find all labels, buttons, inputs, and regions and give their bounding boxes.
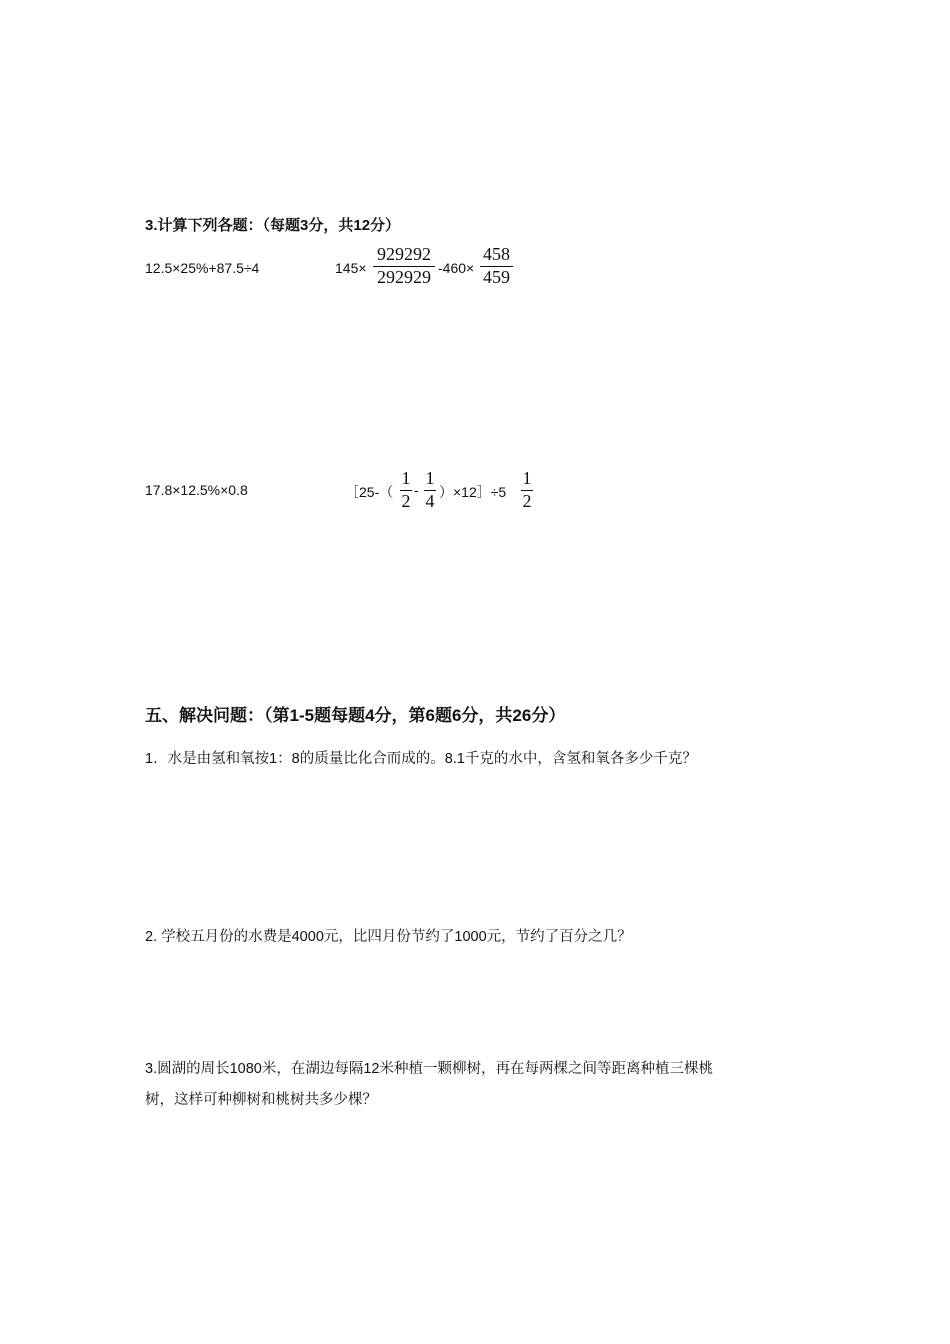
section5-title: 五、解决问题：（第1-5题每题4分，第6题6分，共26分） — [145, 706, 566, 725]
denominator: 459 — [480, 266, 513, 287]
denominator: 2 — [522, 491, 532, 511]
section3-title: 3.计算下列各题：（每题3分，共12分） — [145, 217, 401, 234]
denominator: 292929 — [373, 266, 435, 287]
numerator: 929292 — [377, 244, 431, 264]
question-2: 2. 学校五月份的水费是4000元，比四月份节约了1000元，节约了百分之几？ — [145, 929, 632, 945]
question-3-line2: 树，这样可种柳树和桃树共多少棵？ — [145, 1092, 377, 1108]
numerator: 1 — [522, 468, 532, 488]
problem-4-fraction-3 — [521, 468, 533, 511]
problem-2-fraction-1 — [373, 244, 435, 287]
problem-4-part1: ［25-（ — [345, 484, 394, 500]
problem-4-fraction-2 — [424, 468, 436, 511]
question-1: 1．水是由氢和氧按1：8的质量比化合而成的。8.1千克的水中，含氢和氧各多少千克？ — [145, 751, 697, 767]
numerator: 1 — [401, 468, 411, 488]
numerator: 1 — [425, 468, 435, 488]
problem-3: 17.8×12.5%×0.8 — [145, 482, 248, 498]
problem-4-part2: ）×12］÷5 — [439, 484, 507, 500]
problem-4-minus: - — [414, 482, 419, 498]
question-3-line1: 3.圆湖的周长1080米，在湖边每隔12米种植一颗柳树，再在每两棵之间等距离种植三棵桃 — [145, 1061, 713, 1077]
numerator: 458 — [483, 244, 510, 264]
problem-4-fraction-1 — [400, 468, 412, 511]
problem-2-part2: -460× — [438, 260, 475, 276]
denominator: 2 — [401, 491, 411, 511]
denominator: 4 — [425, 491, 435, 511]
problem-2-fraction-2 — [480, 244, 513, 287]
problem-2-part1: 145× — [335, 260, 367, 276]
problem-1: 12.5×25%+87.5÷4 — [145, 260, 260, 276]
